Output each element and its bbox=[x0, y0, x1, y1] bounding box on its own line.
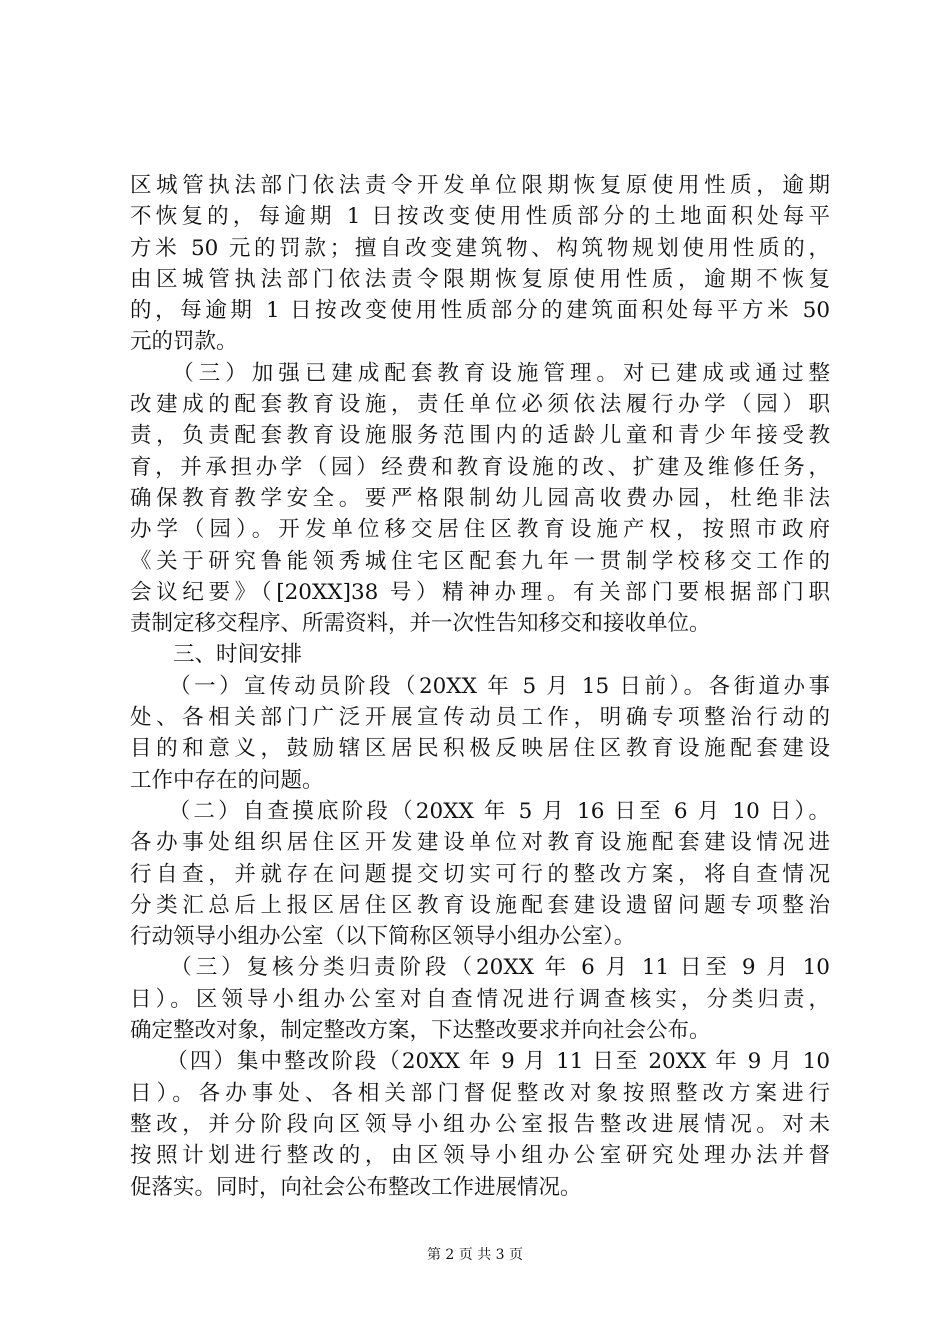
text-line: 行自查，并就存在问题提交切实可行的整改方案，将自查情况 bbox=[130, 861, 830, 887]
body-text bbox=[130, 170, 830, 1203]
text-line: 处、各相关部门广泛开展宣传动员工作，明确专项整治行动的 bbox=[130, 705, 830, 731]
text-line: 确保教育教学安全。要严格限制幼儿园高收费办园，杜绝非法 bbox=[130, 485, 830, 511]
text-line: 分类汇总后上报区居住区教育设施配套建设遗留问题专项整治 bbox=[130, 892, 830, 918]
text-line: 方米 50 元的罚款；擅自改变建筑物、构筑物规划使用性质的， bbox=[130, 235, 830, 261]
text-line: 元的罚款。 bbox=[130, 329, 238, 355]
text-line: 改建成的配套教育设施，责任单位必须依法履行办学（园）职 bbox=[130, 392, 830, 418]
text-line: 区城管执法部门依法责令开发单位限期恢复原使用性质，逾期 bbox=[130, 173, 830, 198]
text-line: 《关于研究鲁能领秀城住宅区配套九年一贯制学校移交工作的 bbox=[130, 548, 830, 574]
text-line: 整改，并分阶段向区领导小组办公室报告整改进展情况。对未 bbox=[130, 1111, 830, 1137]
text-line: 的，每逾期 1 日按改变使用性质部分的建筑面积处每平方米 50 bbox=[130, 298, 830, 324]
text-line: 确定整改对象，制定整改方案，下达整改要求并向社会公布。 bbox=[130, 1018, 711, 1044]
text-line: （三）复核分类归责阶段（20XX 年 6 月 11 日至 9 月 10 bbox=[130, 955, 830, 981]
text-line: 责制定移交程序、所需资料，并一次性告知移交和接收单位。 bbox=[130, 611, 711, 637]
text-line: （三）加强已建成配套教育设施管理。对已建成或通过整 bbox=[130, 360, 830, 386]
text-line: 按照计划进行整改的，由区领导小组办公室研究处理办法并督 bbox=[130, 1143, 830, 1169]
page-number: 第 2 页 共 3 页 bbox=[426, 1247, 524, 1263]
text-line: 日）。各办事处、各相关部门督促整改对象按照整改方案进行 bbox=[130, 1080, 830, 1106]
text-line: 由区城管执法部门依法责令限期恢复原使用性质，逾期不恢复 bbox=[130, 266, 830, 292]
text-line: 目的和意义，鼓励辖区居民积极反映居住区教育设施配套建设 bbox=[130, 736, 830, 762]
text-line: （二）自查摸底阶段（20XX 年 5 月 16 日至 6 月 10 日）。 bbox=[130, 798, 830, 824]
text-line: （四）集中整改阶段（20XX 年 9 月 11 日至 20XX 年 9 月 10 bbox=[130, 1049, 830, 1075]
page-footer bbox=[0, 1245, 950, 1265]
text-line: 会议纪要》（[20XX]38 号）精神办理。有关部门要根据部门职 bbox=[130, 579, 830, 605]
text-line: 各办事处组织居住区开发建设单位对教育设施配套建设情况进 bbox=[130, 830, 830, 856]
text-line: 责，负责配套教育设施服务范围内的适龄儿童和青少年接受教 bbox=[130, 423, 830, 449]
section-heading: 三、时间安排 bbox=[130, 642, 303, 668]
text-line: 促落实。同时，向社会公布整改工作进展情况。 bbox=[130, 1174, 582, 1200]
text-line: （一）宣传动员阶段（20XX 年 5 月 15 日前）。各街道办事 bbox=[130, 673, 830, 699]
text-line: 行动领导小组办公室（以下简称区领导小组办公室）。 bbox=[130, 924, 636, 950]
text-line: 办学（园）。开发单位移交居住区教育设施产权，按照市政府 bbox=[130, 517, 830, 543]
text-line: 日）。区领导小组办公室对自查情况进行调查核实，分类归责， bbox=[130, 986, 830, 1012]
text-line: 育，并承担办学（园）经费和教育设施的改、扩建及维修任务， bbox=[130, 454, 830, 480]
text-line: 工作中存在的问题。 bbox=[130, 767, 324, 793]
text-line: 不恢复的，每逾期 1 日按改变使用性质部分的土地面积处每平 bbox=[130, 204, 830, 230]
